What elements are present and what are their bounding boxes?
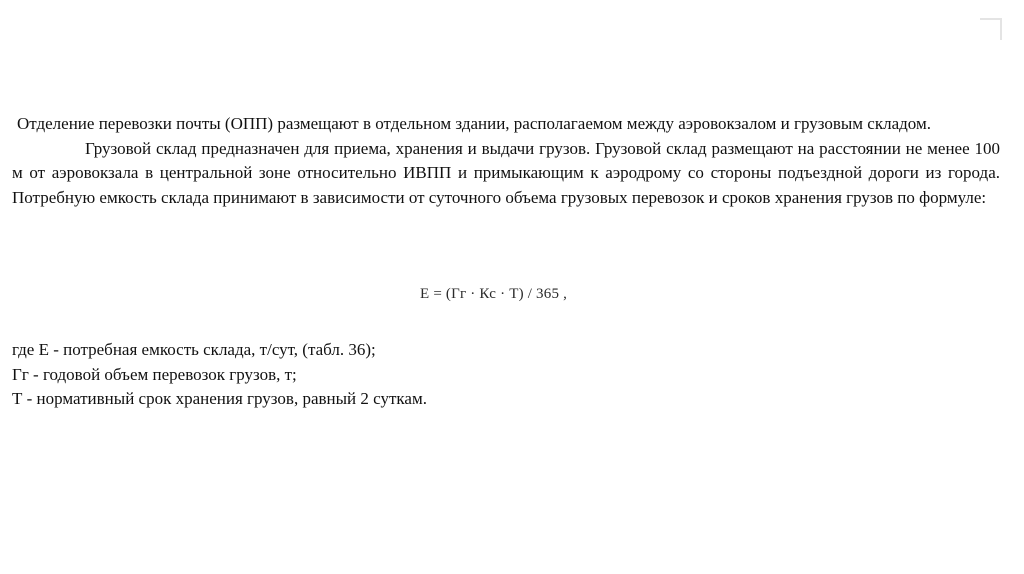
definition-gg: Гг - годовой объем перевозок грузов, т; [12,364,297,384]
definitions-list [12,338,427,412]
definition-t: Т - нормативный срок хранения грузов, равный 2 суткам. [12,389,427,408]
definition-e: где Е - потребная емкость склада, т/сут, (табл. 36); [12,340,376,359]
formula: Е = (Гг · Кс · Т) / 365 , [420,286,568,302]
paragraph-mail-department: Отделение перевозки почты (ОПП) размещают в отдельном здании, располагаемом между аэровокзалом и грузовым складом. [17,114,931,133]
corner-decoration [980,18,1002,40]
paragraph-cargo-warehouse: Грузовой склад предназначен для приема, хранения и выдачи грузов. Грузовой склад размещают на расстоянии не менее 100 м от аэровокзала в центральной зоне относительно ИВПП и примыкающим к аэродрому со стороны подъездной дороги из города. Потребную емкость склада принимают в зависимости от суточного объема грузовых перевозок и сроков хранения грузов по формуле: [12,138,1000,207]
body-text [12,112,1000,210]
